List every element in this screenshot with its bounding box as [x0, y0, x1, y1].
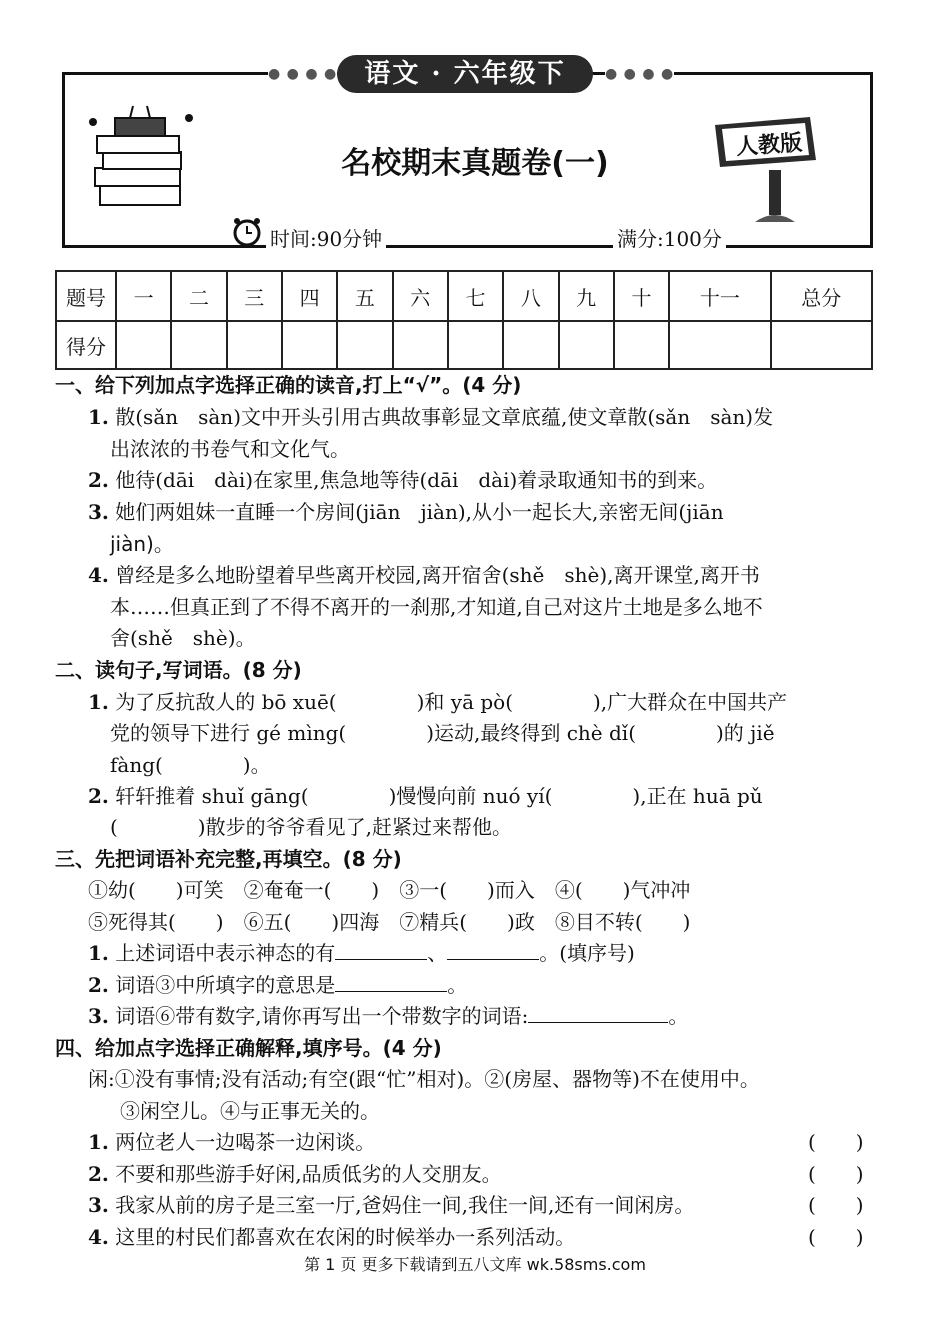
edition-label: 人教版 — [735, 130, 803, 161]
score-header-cell: 一 — [116, 271, 171, 321]
question-number: 4. — [88, 563, 109, 587]
s2-q2-line2: ( )散步的爷爷看见了,赶紧过来帮他。 — [110, 815, 512, 839]
section-2-heading: 二、读句子,写词语。(8 分) — [55, 658, 302, 682]
s1-q4-text: 曾经是多么地盼望着早些离开校园,离开宿舍(shě shè),离开课堂,离开书 — [115, 563, 760, 587]
score-header-cell: 九 — [559, 271, 614, 321]
s1-q4-line2: 本……但真正到了不得不离开的一刹那,才知道,自己对这片土地是多么地不 — [110, 595, 763, 619]
sign-post-icon — [755, 170, 795, 225]
s3-q1-sep: 、 — [427, 941, 448, 965]
score-header-cell: 十 — [614, 271, 669, 321]
score-header-cell: 十一 — [669, 271, 770, 321]
answer-parentheses[interactable]: ( ) — [808, 1193, 864, 1217]
score-cell[interactable] — [171, 321, 226, 369]
s3-q1-tail: 。(填序号) — [539, 941, 635, 965]
answer-parentheses[interactable]: ( ) — [808, 1225, 864, 1249]
score-row-label: 得分 — [56, 321, 116, 369]
s3-q3-text: 词语⑥带有数字,请你再写出一个带数字的词语: — [115, 1004, 529, 1028]
s4-q1 — [88, 1130, 375, 1154]
s1-q3-line2: jiàn)。 — [110, 532, 174, 556]
answer-blank[interactable] — [447, 941, 539, 960]
question-number: 3. — [88, 1193, 109, 1217]
s4-q3 — [88, 1193, 694, 1217]
s4-q3-text: 我家从前的房子是三室一厅,爸妈住一间,我住一间,还有一间闲房。 — [115, 1193, 695, 1217]
s1-q4-line1 — [88, 563, 760, 587]
decor-dots-right: ● ● ● ● — [605, 66, 675, 82]
score-header-cell: 七 — [448, 271, 503, 321]
s4-q4-text: 这里的村民们都喜欢在农闲的时候举办一系列活动。 — [115, 1225, 576, 1249]
score-table — [55, 270, 873, 370]
s2-q1-line3: fàng( )。 — [110, 753, 271, 777]
question-number: 2. — [88, 468, 109, 492]
question-number: 3. — [88, 500, 109, 524]
score-header-cell: 四 — [282, 271, 337, 321]
s4-definition-line1: 闲:①没有事情;没有活动;有空(跟“忙”相对)。②(房屋、器物等)不在使用中。 — [88, 1067, 760, 1091]
s1-q2 — [88, 468, 717, 492]
s4-q1-text: 两位老人一边喝茶一边闲谈。 — [115, 1130, 376, 1154]
clock-icon — [232, 217, 262, 247]
question-number: 2. — [88, 784, 109, 808]
answer-blank[interactable] — [335, 941, 427, 960]
score-header-cell: 总分 — [771, 271, 872, 321]
score-cell[interactable] — [559, 321, 614, 369]
s3-q1-text: 上述词语中表示神态的有 — [115, 941, 336, 965]
s3-q2-tail: 。 — [447, 973, 468, 997]
s2-q1-line2: 党的领导下进行 gé mìng( )运动,最终得到 chè dǐ( )的 jiě — [110, 721, 775, 745]
page-footer: 第 1 页 更多下载请到五八文库 wk.58sms.com — [304, 1255, 646, 1274]
score-cell[interactable] — [393, 321, 448, 369]
s1-q1-line2: 出浓浓的书卷气和文化气。 — [110, 437, 350, 461]
s4-q2-text: 不要和那些游手好闲,品质低劣的人交朋友。 — [115, 1162, 502, 1186]
score-header-cell: 二 — [171, 271, 226, 321]
score-table-header-row — [56, 271, 872, 321]
question-number: 3. — [88, 1004, 109, 1028]
score-header-cell: 八 — [503, 271, 558, 321]
section-1-heading: 一、给下列加点字选择正确的读音,打上“√”。(4 分) — [55, 373, 522, 397]
score-cell[interactable] — [227, 321, 282, 369]
s3-q3 — [88, 1004, 688, 1028]
answer-blank[interactable] — [335, 973, 447, 992]
score-cell[interactable] — [771, 321, 872, 369]
s1-q1-line1 — [88, 405, 773, 429]
score-cell[interactable] — [503, 321, 558, 369]
s2-q2-text: 轩轩推着 shuǐ gāng( )慢慢向前 nuó yí( ),正在 huā pǔ — [115, 784, 763, 808]
s4-q2 — [88, 1162, 502, 1186]
s3-q2 — [88, 973, 467, 997]
answer-blank[interactable] — [528, 1004, 668, 1023]
s1-q3-line1 — [88, 500, 724, 524]
score-cell[interactable] — [337, 321, 392, 369]
s4-q4 — [88, 1225, 575, 1249]
s3-q1 — [88, 941, 635, 965]
score-cell[interactable] — [282, 321, 337, 369]
question-number: 1. — [88, 1130, 109, 1154]
section-3-heading: 三、先把词语补充完整,再填空。(8 分) — [55, 847, 402, 871]
s3-words-line1: ①幼( )可笑 ②奄奄一( ) ③一( )而入 ④( )气冲冲 — [88, 878, 691, 902]
score-cell[interactable] — [448, 321, 503, 369]
question-number: 1. — [88, 405, 109, 429]
question-number: 2. — [88, 1162, 109, 1186]
s4-definition-line2: ③闲空儿。④与正事无关的。 — [120, 1099, 380, 1123]
s3-q2-text: 词语③中所填字的意思是 — [115, 973, 336, 997]
score-header-cell: 三 — [227, 271, 282, 321]
question-number: 2. — [88, 973, 109, 997]
score-cell[interactable] — [116, 321, 171, 369]
score-header-cell: 题号 — [56, 271, 116, 321]
question-number: 1. — [88, 941, 109, 965]
s1-q1-text: 散(sǎn sàn)文中开头引用古典故事彰显文章底蕴,使文章散(sǎn sàn)发 — [115, 405, 774, 429]
s1-q3-text: 她们两姐妹一直睡一个房间(jiān jiàn),从小一起长大,亲密无间(jiān — [115, 500, 724, 524]
score-cell[interactable] — [614, 321, 669, 369]
score-header-cell: 六 — [393, 271, 448, 321]
time-limit: 时间:90分钟 — [266, 223, 386, 252]
question-number: 1. — [88, 690, 109, 714]
s2-q2-line1 — [88, 784, 763, 808]
score-table-score-row — [56, 321, 872, 369]
answer-parentheses[interactable]: ( ) — [808, 1130, 864, 1154]
s1-q4-line3: 舍(shě shè)。 — [110, 626, 256, 650]
subject-banner: 语文 · 六年级下 — [337, 55, 593, 93]
page-title: 名校期末真题卷(一) — [341, 146, 609, 181]
full-score: 满分:100分 — [613, 223, 726, 252]
question-number: 4. — [88, 1225, 109, 1249]
s3-q3-tail: 。 — [668, 1004, 689, 1028]
s1-q2-text: 他待(dāi dài)在家里,焦急地等待(dāi dài)着录取通知书的到来。 — [115, 468, 718, 492]
s2-q1-text: 为了反抗敌人的 bō xuē( )和 yā pò( ),广大群众在中国共产 — [115, 690, 788, 714]
decor-dots-left: ● ● ● ● — [268, 66, 338, 82]
s3-words-line2: ⑤死得其( ) ⑥五( )四海 ⑦精兵( )政 ⑧目不转( ) — [88, 910, 691, 934]
answer-parentheses[interactable]: ( ) — [808, 1162, 864, 1186]
s2-q1-line1 — [88, 690, 787, 714]
score-cell[interactable] — [669, 321, 770, 369]
section-4-heading: 四、给加点字选择正确解释,填序号。(4 分) — [55, 1036, 442, 1060]
score-header-cell: 五 — [337, 271, 392, 321]
